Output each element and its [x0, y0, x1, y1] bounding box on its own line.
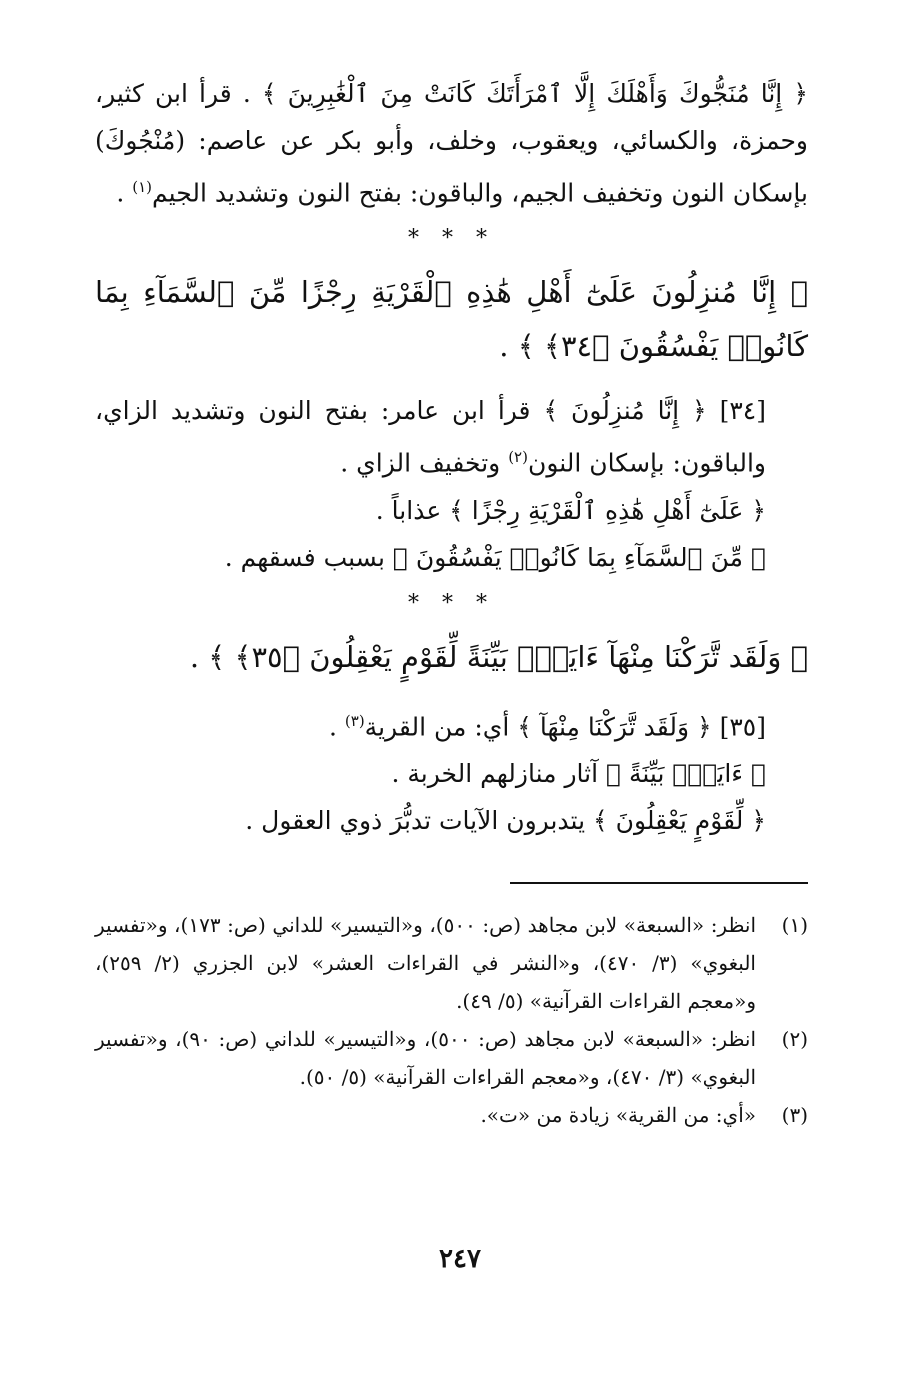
text-run: ﴿ إِنَّا مُنَجُّوكَ وَأَهْلَكَ إِلَّا ٱمْرَأَتَكَ كَانَتْ مِنَ ٱلْغَٰبِرِينَ ﴾ . قرأ ابن كثير، وحمزة، والكسائي، ويعقوب، وخلف، وأبو بكر عن عاصم: (مُنْجُوكَ) بإسكان النون وتخفيف الجيم، والباقون: بفتح النون وتشديد الجيم	[95, 79, 808, 208]
footnote-divider	[510, 882, 808, 884]
footnote-number: (٣)	[781, 1102, 808, 1127]
footnote-text: انظر: «السبعة» لابن مجاهد (ص: ٥٠٠)، و«التيسير» للداني (ص: ١٧٣)، و«تفسير البغوي» (٣/ ٤٧٠)، و«النشر في القراءات العشر» لابن الجزري (٢/ ٢٥٩)، و«معجم القراءات القرآنية» (٥/ ٤٩).	[95, 912, 756, 1013]
commentary-verse-34-line-2: ﴿ عَلَىٰٓ أَهْلِ هَٰذِهِ ٱلْقَرْيَةِ رِجْزًا ﴾ عذاباً .	[375, 495, 766, 525]
footnote-ref-3[interactable]: (٣)	[344, 711, 365, 730]
section-separator: * * *	[408, 590, 495, 616]
commentary-verse-35-line-3: ﴿ لِّقَوْمٍ يَعْقِلُونَ ﴾ يتدبرون الآيات تدبُّرَ ذوي العقول .	[245, 805, 766, 835]
page-number: ٢٤٧	[439, 1244, 481, 1274]
text-run: .	[116, 178, 133, 208]
footnote-3	[95, 1096, 808, 1134]
section-separator: * * *	[408, 226, 495, 252]
text-run: وتخفيف الزاي .	[340, 448, 509, 478]
quran-verse-35: ﴿ وَلَقَد تَّرَكْنَا مِنْهَآ ءَايَةًۢ بَيِّنَةً لِّقَوْمٍ يَعْقِلُونَ ﴿٣٥﴾ ﴾ .	[189, 639, 808, 674]
commentary-verse-34-line-1	[95, 387, 808, 486]
footnote-number: (١)	[781, 912, 808, 937]
commentary-verse-34-line-3: ﴿ مِّنَ ٱلسَّمَآءِ بِمَا كَانُوا۟ يَفْسُقُونَ ﴾ بسبب فسقهم .	[224, 542, 766, 572]
text-run: [٣٥] ﴿ وَلَقَد تَّرَكْنَا مِنْهَآ ﴾ أي: من القرية	[364, 711, 766, 741]
paragraph-verse-33-commentary	[95, 70, 808, 216]
footnote-text: «أي: من القرية» زيادة من «ت».	[480, 1102, 756, 1127]
commentary-verse-35-line-1	[95, 698, 808, 750]
page-body	[95, 70, 808, 1379]
quran-verse-34: ﴿ إِنَّا مُنزِلُونَ عَلَىٰٓ أَهْلِ هَٰذِهِ ٱلْقَرْيَةِ رِجْزًا مِّنَ ٱلسَّمَآءِ بِمَا كَانُوا۟ يَفْسُقُونَ ﴿٣٤﴾ ﴾ .	[95, 275, 808, 364]
footnote-ref-1[interactable]: (١)	[132, 178, 153, 196]
footnote-text: انظر: «السبعة» لابن مجاهد (ص: ٥٠٠)، و«التيسير» للداني (ص: ٩٠)، و«تفسير البغوي» (٣/ ٤٧٠)، و«معجم القراءات القرآنية» (٥/ ٥٠).	[95, 1026, 756, 1089]
footnote-2	[95, 1020, 808, 1096]
commentary-verse-35-line-2: ﴿ ءَايَةًۢ بَيِّنَةً ﴾ آثار منازلهم الخربة .	[391, 758, 766, 788]
text-run: [٣٤] ﴿ إِنَّا مُنزِلُونَ ﴾ قرأ ابن عامر: بفتح النون وتشديد الزاي، والباقون: بإسكان النون	[95, 396, 766, 478]
text-run: .	[328, 711, 345, 741]
footnote-ref-2[interactable]: (٢)	[508, 448, 528, 467]
footnote-1	[95, 906, 808, 1020]
footnote-number: (٢)	[781, 1026, 808, 1051]
